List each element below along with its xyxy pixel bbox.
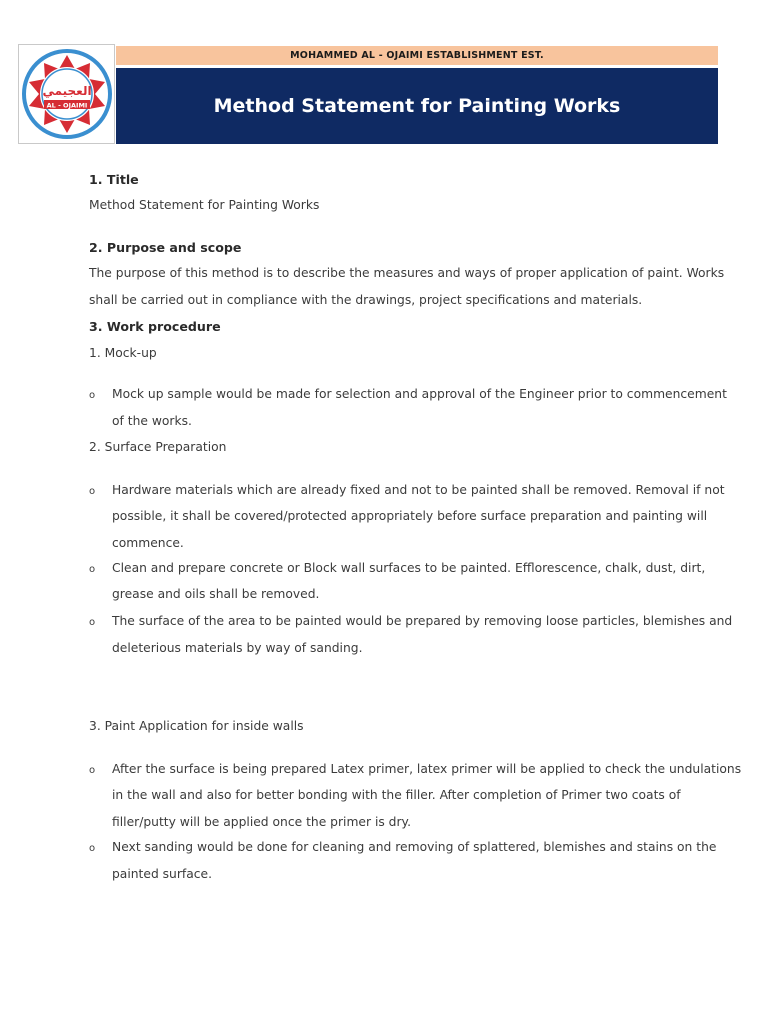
list-item-line: Next sanding would be done for cleaning and removing of splattered, blemishes and stains on the — [112, 840, 717, 854]
bullet-icon: o — [89, 617, 96, 628]
section-heading-purpose: 2. Purpose and scope — [89, 240, 242, 255]
list-item-line: Hardware materials which are already fixed and not to be painted shall be removed. Removal if not — [112, 483, 725, 497]
purpose-line: The purpose of this method is to describe the measures and ways of proper application of paint. Works — [89, 266, 725, 280]
subheading-inside-walls: 3. Paint Application for inside walls — [89, 719, 304, 733]
list-item-line: in the wall and also for better bonding with the filler. After completion of Primer two coats of — [112, 788, 681, 802]
list-item-line: Mock up sample would be made for selection and approval of the Engineer prior to commencement — [112, 387, 727, 401]
section-heading-title: 1. Title — [89, 172, 139, 187]
list-item-line: filler/putty will be applied once the primer is dry. — [112, 815, 411, 829]
bullet-icon: o — [89, 564, 96, 575]
document-title: Method Statement for Painting Works — [116, 68, 718, 144]
list-item-line: Clean and prepare concrete or Block wall surfaces to be painted. Efflorescence, chalk, dust, dirt, — [112, 561, 706, 575]
subheading-mockup: 1. Mock-up — [89, 346, 157, 360]
company-name-bar: MOHAMMED AL - OJAIMI ESTABLISHMENT EST. — [116, 46, 718, 65]
bullet-icon: o — [89, 843, 96, 854]
list-item-line: painted surface. — [112, 867, 213, 881]
title-text: Method Statement for Painting Works — [89, 198, 320, 212]
subheading-surface-preparation: 2. Surface Preparation — [89, 440, 227, 454]
logo-latin-text: AL - OJAIMI — [46, 101, 88, 110]
list-item-line: possible, it shall be covered/protected appropriately before surface preparation and painting will — [112, 509, 708, 523]
purpose-line: shall be carried out in compliance with the drawings, project specifications and materials. — [89, 293, 643, 307]
bullet-icon: o — [89, 390, 96, 401]
bullet-icon: o — [89, 486, 96, 497]
list-item-line: After the surface is being prepared Latex primer, latex primer will be applied to check the undulations — [112, 762, 742, 776]
logo-emblem-icon — [22, 49, 112, 139]
section-heading-procedure: 3. Work procedure — [89, 319, 221, 334]
company-logo — [18, 44, 115, 144]
list-item-line: The surface of the area to be painted would be prepared by removing loose particles, blemishes and — [112, 614, 733, 628]
document-header — [18, 44, 718, 144]
list-item-line: deleterious materials by way of sanding. — [112, 641, 363, 655]
list-item-line: commence. — [112, 536, 184, 550]
list-item-line: of the works. — [112, 414, 192, 428]
bullet-icon: o — [89, 765, 96, 776]
list-item-line: grease and oils shall be removed. — [112, 587, 320, 601]
logo-arabic-text: العجيمي — [42, 84, 92, 98]
